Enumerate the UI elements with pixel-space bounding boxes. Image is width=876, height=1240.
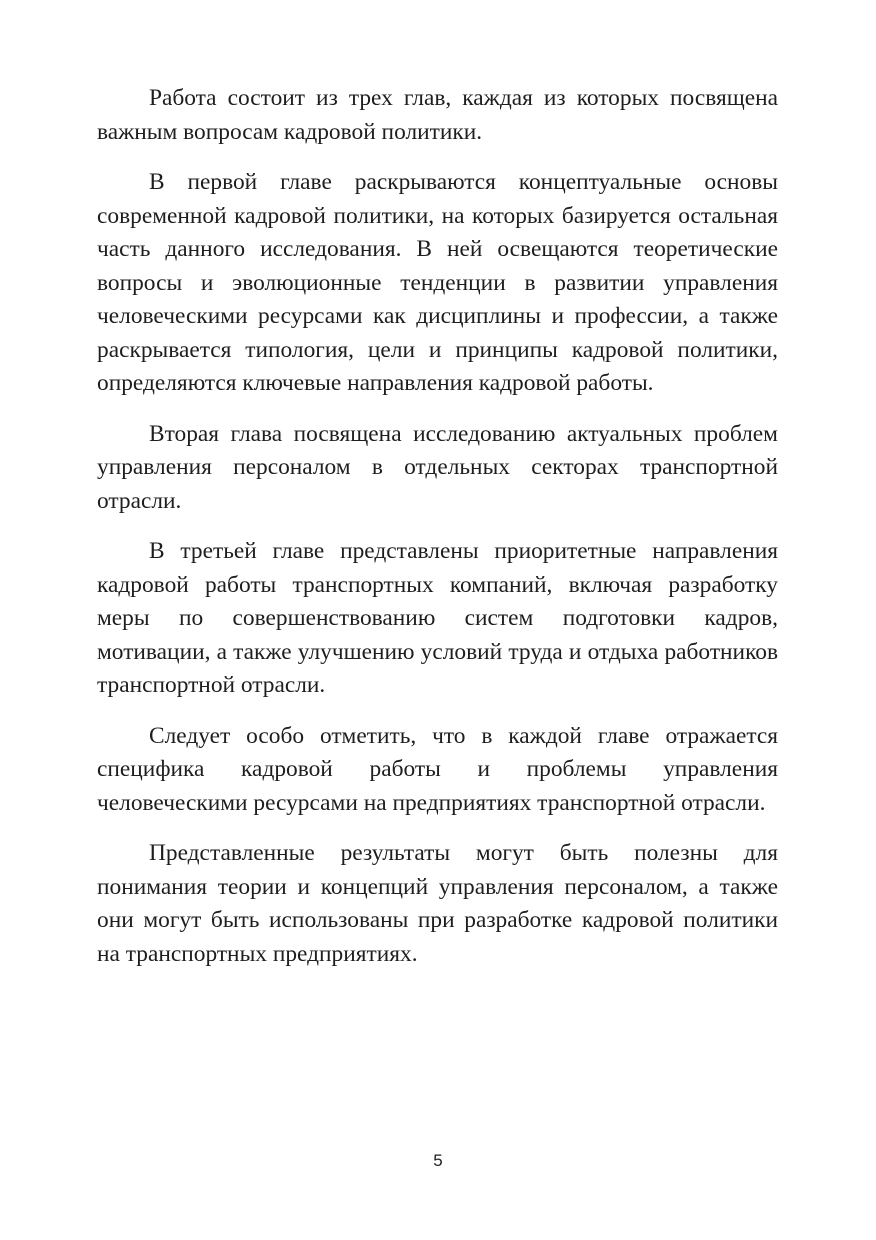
body-text xyxy=(97,82,778,988)
paragraph-chapters-overview: Работа состоит из трех глав, каждая из которых посвящена важным вопросам кадровой политики. xyxy=(97,85,778,145)
page-number: 5 xyxy=(433,1151,443,1170)
paragraph-note: Следует особо отметить, что в каждой главе отражается специфика кадровой работы и проблемы управления человеческими ресурсами на предприятиях транспортной отрасли. xyxy=(97,722,778,816)
paragraph-chapter-one: В первой главе раскрываются концептуальные основы современной кадровой политики, на которых базируется остальная часть данного исследования. В ней освещаются теоретические вопросы и эволюционные тенденции в развитии управления человеческими ресурсами как дисциплины и профессии, а также раскрывается типология, цели и принципы кадровой политики, определяются ключевые направления кадровой работы. xyxy=(97,169,778,396)
paragraph-results: Представленные результаты могут быть полезны для понимания теории и концепций управления персоналом, а также они могут быть использованы при разработке кадровой политики на транспортных предприятиях. xyxy=(97,840,778,967)
paragraph-chapter-three: В третьей главе представлены приоритетные направления кадровой работы транспортных компаний, включая разработку меры по совершенствованию систем подготовки кадров, мотивации, а также улучшению условий труда и отдыха работников транспортной отрасли. xyxy=(97,538,778,698)
paragraph-chapter-two: Вторая глава посвящена исследованию актуальных проблем управления персоналом в отдельных секторах транспортной отрасли. xyxy=(97,420,778,514)
